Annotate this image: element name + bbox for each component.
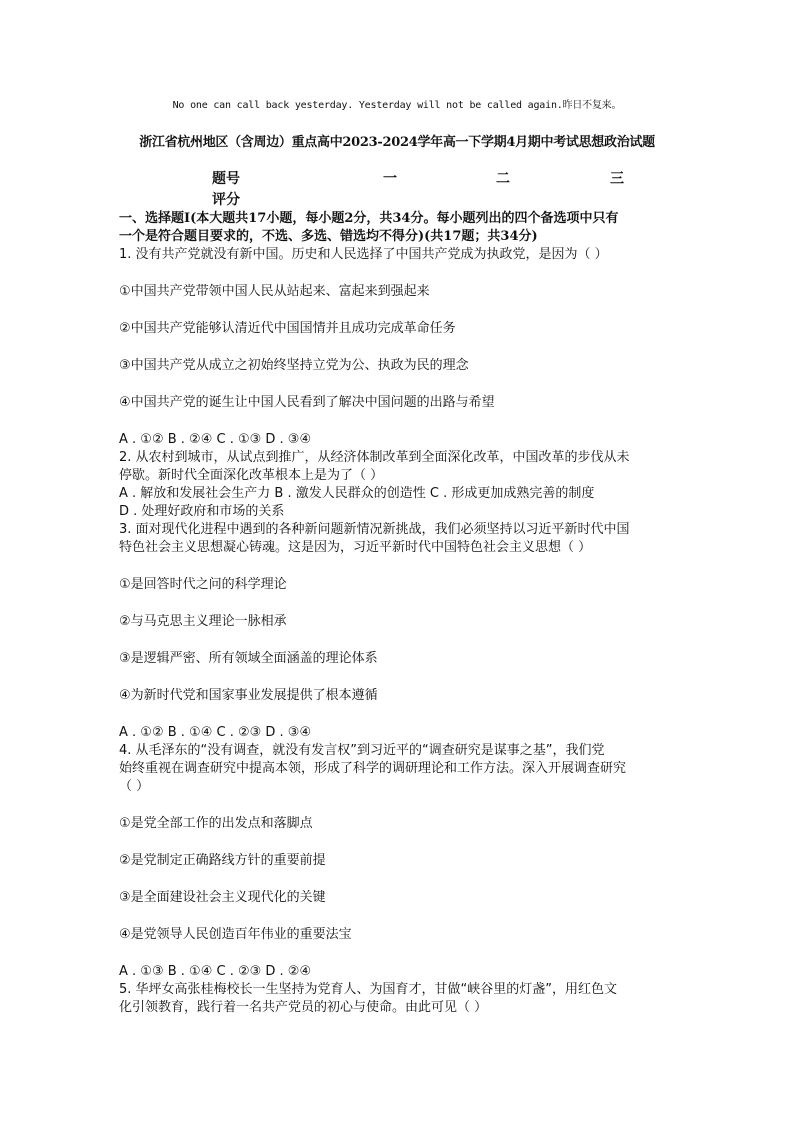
question-4-answers: A . ①③ B . ①④ C . ②③ D . ②④ — [119, 964, 312, 979]
question-4-option: ④是党领导人民创造百年伟业的重要法宝 — [119, 927, 352, 942]
question-3-stem-line: 特色社会主义思想凝心铸魂。这是因为，习近平新时代中国特色社会主义思想（ ） — [119, 540, 592, 555]
section-heading-line-1: 一、选择题Ⅰ(本大题共17小题，每小题2分，共34分。每小题列出的四个备选项中只有 — [119, 211, 619, 226]
question-3-answers: A . ①② B . ①④ C . ②③ D . ③④ — [119, 725, 312, 740]
question-4-option: ①是党全部工作的出发点和落脚点 — [119, 816, 313, 831]
question-5-stem-line: 化引领教育，践行着一名共产党员的初心与使命。由此可见（ ） — [119, 1000, 488, 1015]
page-title: 浙江省杭州地区（含周边）重点高中2023-2024学年高一下学期4月期中考试思想政治试题 — [139, 135, 655, 150]
motto: No one can call back yesterday. Yesterday will not be called again.昨日不复来。 — [172, 100, 622, 111]
question-4-stem-line: 始终重视在调查研究中提高本领，形成了科学的调研理论和工作方法。深入开展调查研究 — [119, 761, 627, 776]
question-1-stem: 1. 没有共产党就没有新中国。历史和人民选择了中国共产党成为执政党，是因为（ ） — [119, 247, 608, 262]
exam-content — [119, 210, 679, 1017]
question-1-answers: A . ①② B . ②④ C . ①③ D . ③④ — [119, 432, 312, 447]
question-4-stem-line: 4. 从毛泽东的“没有调查，就没有发言权”到习近平的“调查研究是谋事之基”，我们党 — [119, 743, 605, 758]
score-table — [0, 168, 794, 208]
question-4-option: ②是党制定正确路线方针的重要前提 — [119, 853, 326, 868]
score-table-col-3: 三 — [610, 171, 624, 187]
question-5-stem-line: 5. 华坪女高张桂梅校长一生坚持为党育人、为国育才，甘做“峡谷里的灯盏”，用红色文 — [119, 982, 618, 997]
question-2-answers: D . 处理好政府和市场的关系 — [119, 504, 285, 519]
question-3-option: ①是回答时代之问的科学理论 — [119, 577, 287, 592]
question-2-stem-line: 2. 从农村到城市，从试点到推广，从经济体制改革到全面深化改革，中国改革的步伐从未 — [119, 450, 630, 465]
score-table-header-score: 评分 — [212, 192, 240, 208]
question-3-option: ③是逻辑严密、所有领域全面涵盖的理论体系 — [119, 651, 378, 666]
score-table-col-2: 二 — [496, 171, 510, 187]
question-3-option: ②与马克思主义理论一脉相承 — [119, 614, 287, 629]
score-table-col-1: 一 — [383, 171, 397, 187]
question-4-option: ③是全面建设社会主义现代化的关键 — [119, 890, 326, 905]
section-heading-line-2: 一个是符合题目要求的，不选、多选、错选均不得分)(共17题；共34分) — [119, 229, 538, 244]
question-1-option: ④中国共产党的诞生让中国人民看到了解决中国问题的出路与希望 — [119, 395, 495, 410]
question-2-stem-line: 停歇。新时代全面深化改革根本上是为了（ ） — [119, 468, 384, 483]
question-3-option: ④为新时代党和国家事业发展提供了根本遵循 — [119, 688, 378, 703]
question-2-answers: A . 解放和发展社会生产力 B . 激发人民群众的创造性 C . 形成更加成熟完善的制度 — [119, 486, 595, 501]
question-1-option: ①中国共产党带领中国人民从站起来、富起来到强起来 — [119, 284, 430, 299]
question-4-stem-line: （ ） — [119, 779, 150, 794]
question-1-option: ③中国共产党从成立之初始终坚持立党为公、执政为民的理念 — [119, 358, 469, 373]
score-table-header-question: 题号 — [212, 171, 240, 187]
question-3-stem-line: 3. 面对现代化进程中遇到的各种新问题新情况新挑战，我们必须坚持以习近平新时代中国 — [119, 522, 630, 537]
question-1-option: ②中国共产党能够认清近代中国国情并且成功完成革命任务 — [119, 321, 456, 336]
